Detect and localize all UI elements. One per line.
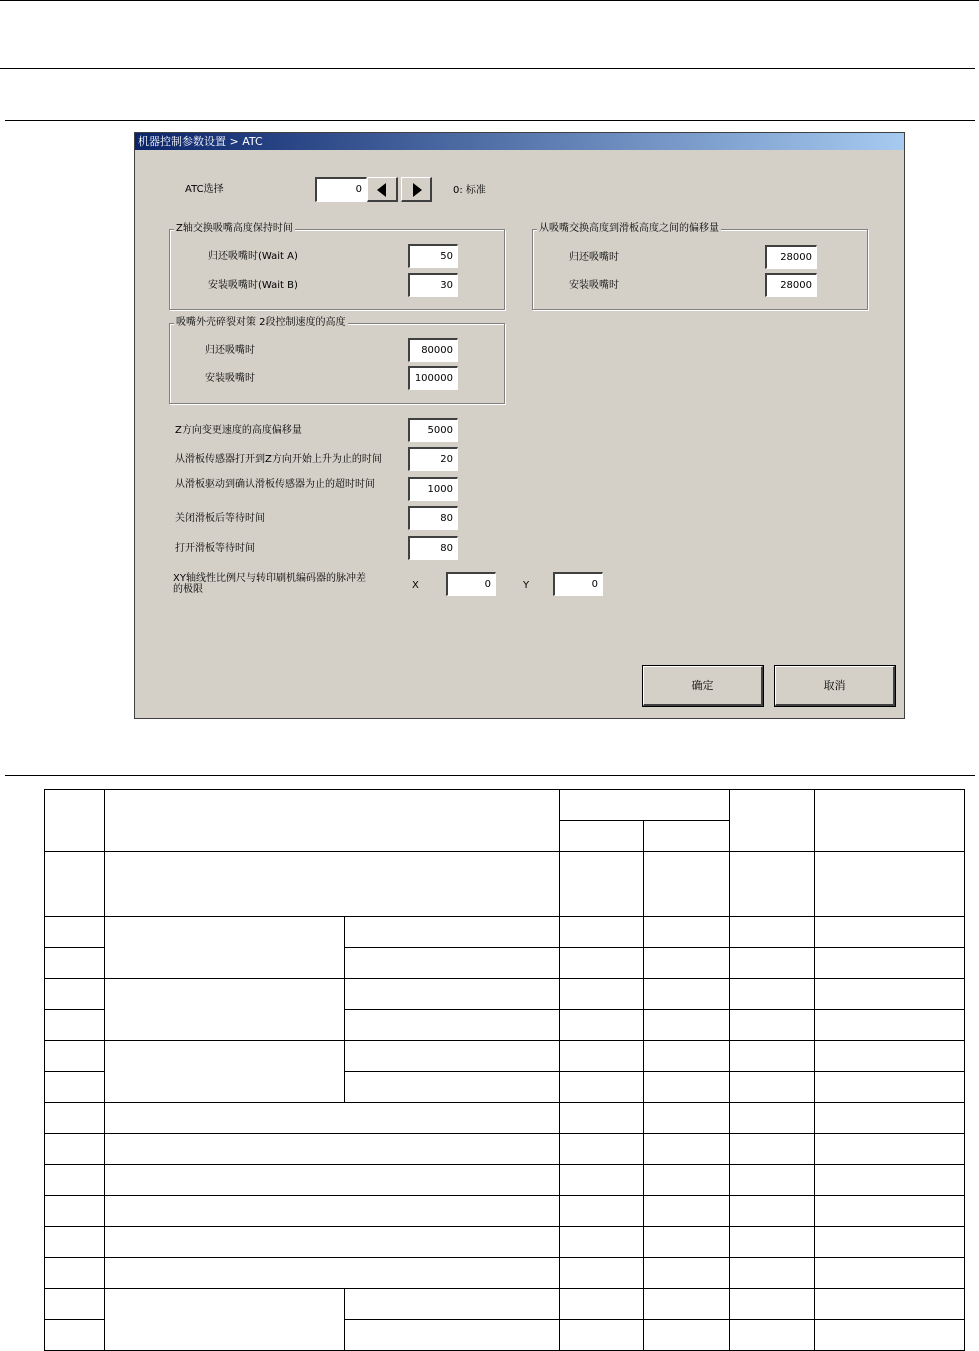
atc-select-label: ATC选择 — [185, 184, 224, 195]
param-field[interactable]: 80 — [408, 536, 458, 560]
table-cell — [815, 1010, 965, 1041]
wait-b-label: 安装吸嘴时(Wait B) — [208, 280, 298, 291]
table-cell — [560, 1227, 644, 1258]
table-cell — [45, 1103, 105, 1134]
table-cell — [815, 1134, 965, 1165]
table-cell — [105, 1103, 560, 1134]
table-cell — [730, 1103, 815, 1134]
table-cell — [345, 1289, 560, 1320]
table-cell — [105, 1289, 345, 1351]
table-row — [45, 1134, 965, 1165]
table-cell — [345, 1041, 560, 1072]
table-cell — [815, 979, 965, 1010]
table-cell — [815, 1320, 965, 1351]
arrow-right-icon — [413, 183, 422, 197]
table-cell — [45, 790, 105, 852]
table-cell — [644, 1103, 730, 1134]
table-cell — [45, 948, 105, 979]
table-cell — [815, 1258, 965, 1289]
table-cell — [730, 1010, 815, 1041]
shell-return-field[interactable]: 80000 — [408, 338, 458, 362]
wait-a-label: 归还吸嘴时(Wait A) — [208, 251, 298, 262]
table-cell — [730, 1258, 815, 1289]
table-cell — [815, 1227, 965, 1258]
group-shell-height — [169, 317, 505, 404]
table-cell — [345, 1072, 560, 1103]
table-header-row — [45, 790, 965, 821]
table-row — [45, 917, 965, 948]
table-cell — [644, 1010, 730, 1041]
table-row — [45, 1289, 965, 1320]
table-cell — [644, 979, 730, 1010]
table-cell — [644, 917, 730, 948]
table-cell — [815, 1289, 965, 1320]
offset-return-field[interactable]: 28000 — [765, 245, 817, 269]
table-cell — [644, 1227, 730, 1258]
table-cell — [45, 1289, 105, 1320]
atc-prev-button[interactable] — [367, 177, 398, 202]
group-shell-title: 吸嘴外壳碎裂对策 2段控制速度的高度 — [176, 317, 346, 328]
wait-b-field[interactable]: 30 — [408, 273, 458, 297]
table-row — [45, 1165, 965, 1196]
table-cell — [644, 1072, 730, 1103]
page-rule-4 — [5, 775, 975, 776]
table-cell — [644, 1289, 730, 1320]
table-cell — [45, 1134, 105, 1165]
table-cell — [644, 1196, 730, 1227]
wait-a-field[interactable]: 50 — [408, 244, 458, 268]
table-cell — [644, 1165, 730, 1196]
table-cell — [560, 790, 730, 821]
table-cell — [815, 948, 965, 979]
param-label: 关闭滑板后等待时间 — [175, 513, 265, 524]
table-cell — [105, 1227, 560, 1258]
page-rule-2 — [0, 68, 975, 69]
table-cell — [644, 948, 730, 979]
table-cell — [815, 852, 965, 917]
table-cell — [815, 1072, 965, 1103]
table-cell — [644, 821, 730, 852]
param-label: 打开滑板等待时间 — [175, 543, 255, 554]
parameter-table — [44, 789, 965, 1351]
table-cell — [560, 1196, 644, 1227]
table-cell — [560, 917, 644, 948]
x-limit-field[interactable]: 0 — [446, 572, 496, 596]
shell-install-field[interactable]: 100000 — [408, 366, 458, 390]
table-cell — [560, 1320, 644, 1351]
param-label: Z方向变更速度的高度偏移量 — [175, 425, 302, 436]
table-cell — [45, 1041, 105, 1072]
shell-return-label: 归还吸嘴时 — [205, 345, 255, 356]
table-cell — [105, 1258, 560, 1289]
table-cell — [815, 1165, 965, 1196]
table-cell — [345, 979, 560, 1010]
atc-select-value[interactable]: 0 — [315, 177, 367, 202]
table-cell — [45, 1010, 105, 1041]
dialog-title: 机器控制参数设置 > ATC — [135, 133, 904, 150]
table-cell — [815, 1041, 965, 1072]
table-cell — [105, 1041, 345, 1103]
offset-install-field[interactable]: 28000 — [765, 273, 817, 297]
table-cell — [45, 1258, 105, 1289]
param-label: 从滑板传感器打开到Z方向开始上升为止的时间 — [175, 454, 382, 465]
table-cell — [105, 979, 345, 1041]
table-cell — [730, 917, 815, 948]
table-cell — [644, 852, 730, 917]
table-cell — [560, 1165, 644, 1196]
xy-limit-label-2: 的极限 — [173, 584, 203, 595]
table-cell — [45, 1072, 105, 1103]
table-cell — [560, 1134, 644, 1165]
cancel-button[interactable]: 取消 — [775, 666, 895, 706]
table-cell — [105, 1196, 560, 1227]
table-cell — [730, 1289, 815, 1320]
table-cell — [730, 1134, 815, 1165]
table-cell — [45, 1227, 105, 1258]
table-cell — [345, 1320, 560, 1351]
table-cell — [730, 1072, 815, 1103]
table-row — [45, 1227, 965, 1258]
param-label: 从滑板驱动到确认滑板传感器为止的超时时间 — [175, 479, 375, 490]
table-cell — [644, 1134, 730, 1165]
table-cell — [730, 852, 815, 917]
table-cell — [45, 979, 105, 1010]
table-cell — [644, 1041, 730, 1072]
shell-install-label: 安装吸嘴时 — [205, 373, 255, 384]
table-cell — [560, 979, 644, 1010]
table-cell — [45, 1196, 105, 1227]
x-label: X — [412, 580, 419, 591]
ok-button[interactable]: 确定 — [643, 666, 763, 706]
table-cell — [560, 1103, 644, 1134]
table-row — [45, 1103, 965, 1134]
table-cell — [45, 852, 105, 917]
group-offset-title: 从吸嘴交换高度到滑板高度之间的偏移量 — [539, 223, 719, 234]
param-field[interactable]: 80 — [408, 506, 458, 530]
group-z-hold-time — [169, 223, 505, 310]
page-rule-top — [0, 0, 979, 1]
table-row — [45, 852, 965, 917]
y-label: Y — [523, 580, 530, 591]
atc-note: 0: 标准 — [453, 185, 486, 196]
table-cell — [560, 1010, 644, 1041]
table-row — [45, 1041, 965, 1072]
param-field[interactable]: 5000 — [408, 418, 458, 442]
table-cell — [345, 917, 560, 948]
table-cell — [560, 1258, 644, 1289]
table-cell — [815, 790, 965, 852]
param-field[interactable]: 1000 — [408, 477, 458, 501]
table-cell — [730, 948, 815, 979]
arrow-left-icon — [377, 183, 386, 197]
table-cell — [644, 1320, 730, 1351]
table-cell — [560, 1072, 644, 1103]
table-cell — [45, 917, 105, 948]
table-cell — [345, 948, 560, 979]
param-field[interactable]: 20 — [408, 447, 458, 471]
table-cell — [730, 1196, 815, 1227]
y-limit-field[interactable]: 0 — [553, 572, 603, 596]
table-cell — [105, 1134, 560, 1165]
table-cell — [644, 1258, 730, 1289]
table-cell — [730, 1165, 815, 1196]
group-z-title: Z轴交换吸嘴高度保持时间 — [176, 223, 293, 234]
table-cell — [815, 917, 965, 948]
table-row — [45, 1258, 965, 1289]
table-cell — [730, 1041, 815, 1072]
page-rule-3 — [5, 120, 975, 121]
table-cell — [105, 852, 560, 917]
offset-return-label: 归还吸嘴时 — [569, 252, 619, 263]
table-cell — [560, 821, 644, 852]
atc-next-button[interactable] — [401, 177, 432, 202]
table-cell — [105, 1165, 560, 1196]
table-cell — [560, 948, 644, 979]
table-cell — [560, 1041, 644, 1072]
table-cell — [730, 790, 815, 852]
table-cell — [105, 790, 560, 852]
table-cell — [730, 1227, 815, 1258]
xy-limit-label-1: XY轴线性比例尺与转印刷机编码器的脉冲差 — [173, 573, 366, 584]
table-cell — [560, 852, 644, 917]
table-cell — [815, 1196, 965, 1227]
atc-settings-dialog — [134, 132, 905, 719]
table-cell — [45, 1165, 105, 1196]
table-cell — [730, 1320, 815, 1351]
offset-install-label: 安装吸嘴时 — [569, 280, 619, 291]
table-cell — [105, 917, 345, 979]
table-cell — [815, 1103, 965, 1134]
table-cell — [730, 979, 815, 1010]
table-row — [45, 1196, 965, 1227]
table-cell — [345, 1010, 560, 1041]
group-offset — [532, 223, 868, 310]
table-cell — [560, 1289, 644, 1320]
table-cell — [45, 1320, 105, 1351]
table-row — [45, 979, 965, 1010]
